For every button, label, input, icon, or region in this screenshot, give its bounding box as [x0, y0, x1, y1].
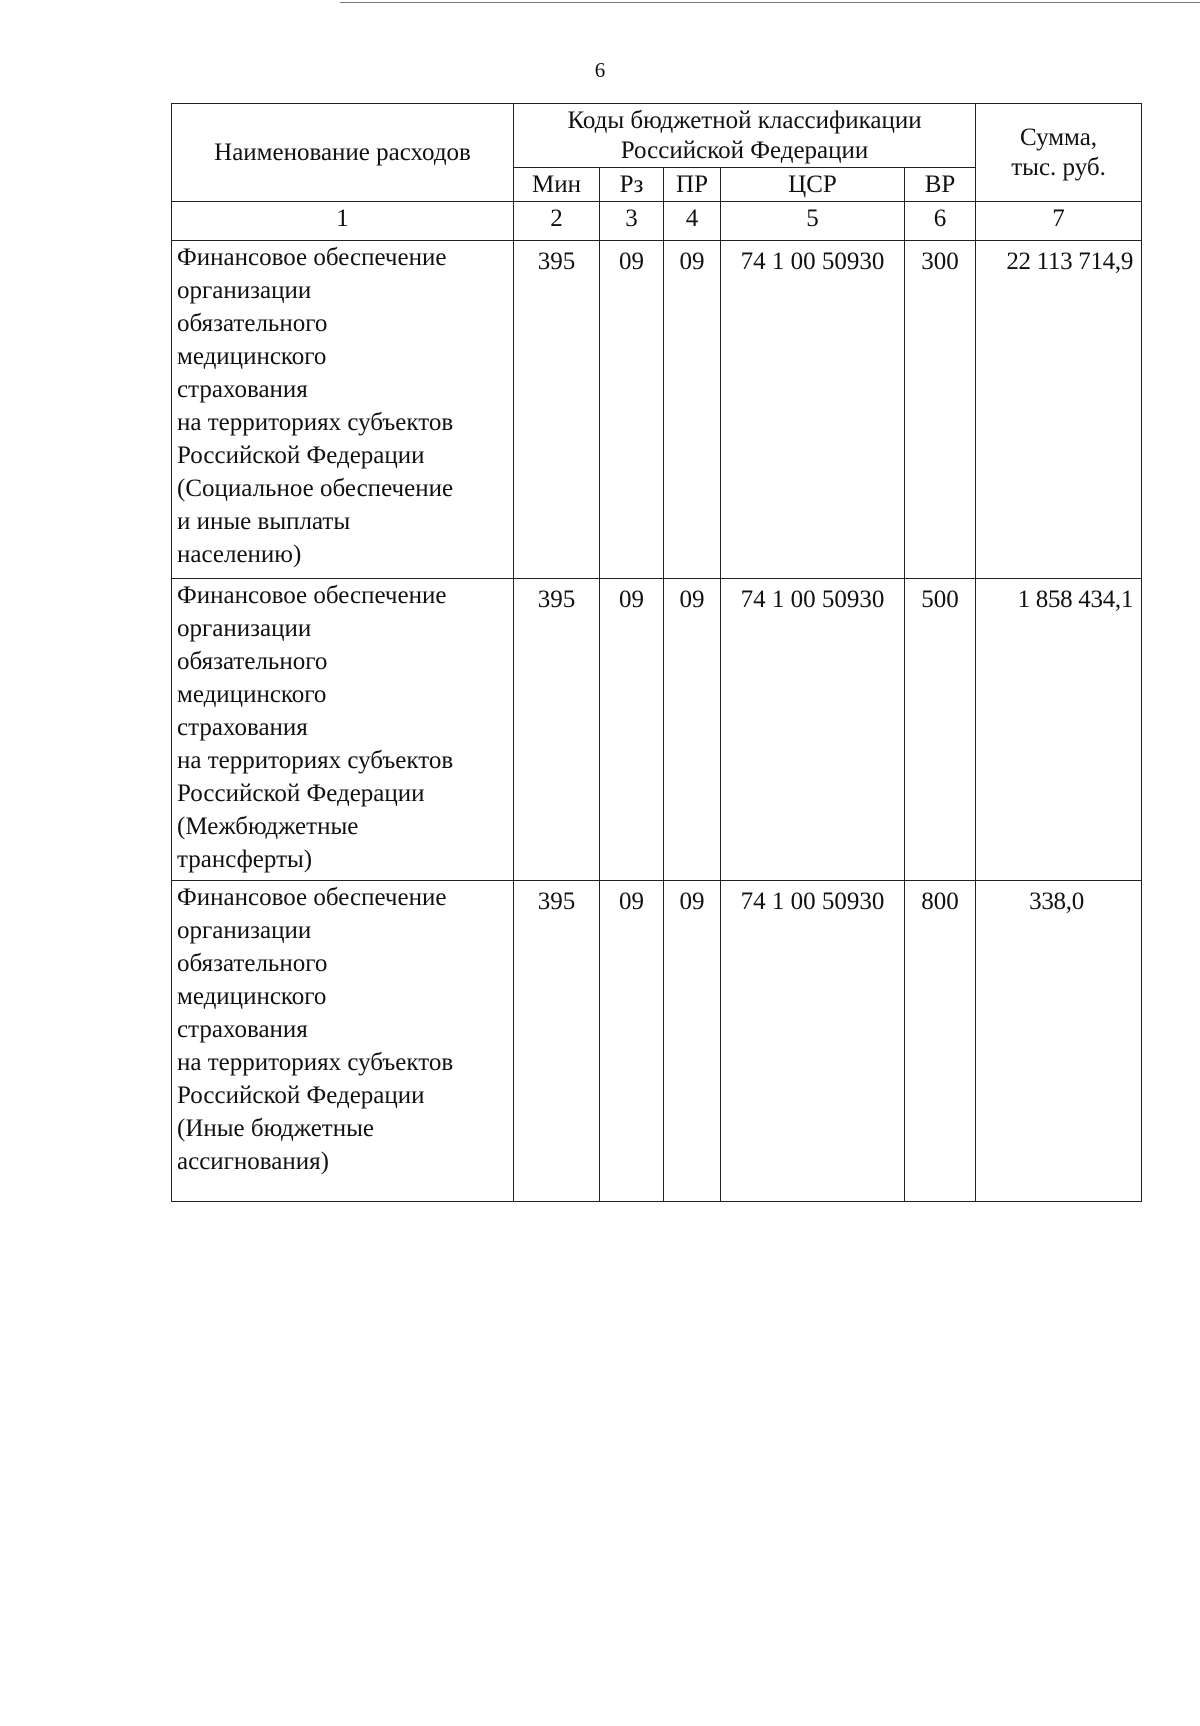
expense-name-line: медицинского	[177, 983, 327, 1010]
column-number: 7	[976, 202, 1142, 241]
expense-name-line: Финансовое обеспечение	[177, 582, 447, 609]
rz-code-cell: 09	[600, 579, 664, 881]
page-number: 6	[594, 58, 606, 82]
expense-name-cell	[172, 881, 514, 1202]
expense-name-line: на территориях субъектов	[177, 409, 454, 436]
header-code-min: Мин	[514, 168, 600, 202]
vr-code-cell: 300	[905, 241, 976, 579]
header-budget-codes-line: Коды бюджетной классификации	[567, 106, 922, 134]
expense-name-line: Финансовое обеспечение	[177, 884, 447, 911]
pr-code-cell: 09	[664, 881, 721, 1202]
column-number: 6	[905, 202, 976, 241]
vr-code-cell: 500	[905, 579, 976, 881]
expense-name-line: страхования	[177, 1016, 308, 1043]
min-code-cell: 395	[514, 579, 600, 881]
expense-name-line: организации	[177, 917, 312, 944]
expense-name-line: Финансовое обеспечение	[177, 244, 447, 271]
expense-name-line: организации	[177, 277, 312, 304]
csr-code-cell: 74 1 00 50930	[721, 241, 905, 579]
expense-name-line: организации	[177, 615, 312, 642]
expense-name-line: (Социальное обеспечение	[177, 475, 454, 502]
expense-name-line: населению)	[177, 541, 302, 568]
expense-name-cell	[172, 579, 514, 881]
pr-code-cell: 09	[664, 579, 721, 881]
header-code-pr: ПР	[664, 168, 721, 202]
min-code-cell: 395	[514, 881, 600, 1202]
csr-code-cell: 74 1 00 50930	[721, 881, 905, 1202]
header-budget-codes	[514, 104, 976, 168]
min-code-cell: 395	[514, 241, 600, 579]
expense-name-line: Российской Федерации	[177, 780, 425, 807]
top-rule	[340, 2, 1200, 3]
expense-name-line: (Межбюджетные	[177, 813, 359, 840]
expense-name-line: Российской Федерации	[177, 442, 425, 469]
vr-code-cell: 800	[905, 881, 976, 1202]
csr-code-cell: 74 1 00 50930	[721, 579, 905, 881]
expense-name-line: обязательного	[177, 950, 328, 977]
expense-name-line: Российской Федерации	[177, 1082, 425, 1109]
sum-cell: 338,0	[976, 881, 1142, 1202]
header-expense-name: Наименование расходов	[172, 104, 514, 202]
budget-table	[171, 103, 1142, 1202]
expense-name-cell	[172, 241, 514, 579]
column-number: 3	[600, 202, 664, 241]
expense-name-line: обязательного	[177, 648, 328, 675]
header-code-csr: ЦСР	[721, 168, 905, 202]
header-sum	[976, 104, 1142, 202]
header-budget-codes-line: Российской Федерации	[620, 136, 869, 164]
expense-name-line: медицинского	[177, 343, 327, 370]
header-sum-line: тыс. руб.	[1011, 153, 1106, 181]
sum-cell: 1 858 434,1	[976, 579, 1142, 881]
column-number: 5	[721, 202, 905, 241]
expense-name-line: (Иные бюджетные	[177, 1115, 374, 1142]
table-row	[172, 241, 1142, 579]
header-code-rz: Рз	[600, 168, 664, 202]
expense-name-line: и иные выплаты	[177, 508, 351, 535]
expense-name-line: на территориях субъектов	[177, 747, 454, 774]
header-row-top	[172, 104, 1142, 168]
rz-code-cell: 09	[600, 241, 664, 579]
expense-name-line: ассигнования)	[177, 1148, 329, 1175]
column-number: 2	[514, 202, 600, 241]
expense-name-line: страхования	[177, 714, 308, 741]
column-number: 4	[664, 202, 721, 241]
expense-name-line: трансферты)	[177, 846, 313, 873]
header-sum-line: Сумма,	[1020, 123, 1098, 151]
expense-name-line: обязательного	[177, 310, 328, 337]
expense-name-line: на территориях субъектов	[177, 1049, 454, 1076]
header-code-vr: ВР	[905, 168, 976, 202]
column-numbers-row	[172, 202, 1142, 241]
expense-name-line: медицинского	[177, 681, 327, 708]
pr-code-cell: 09	[664, 241, 721, 579]
table-row	[172, 881, 1142, 1202]
expense-name-line: страхования	[177, 376, 308, 403]
sum-cell: 22 113 714,9	[976, 241, 1142, 579]
column-number: 1	[172, 202, 514, 241]
rz-code-cell: 09	[600, 881, 664, 1202]
table-row	[172, 579, 1142, 881]
